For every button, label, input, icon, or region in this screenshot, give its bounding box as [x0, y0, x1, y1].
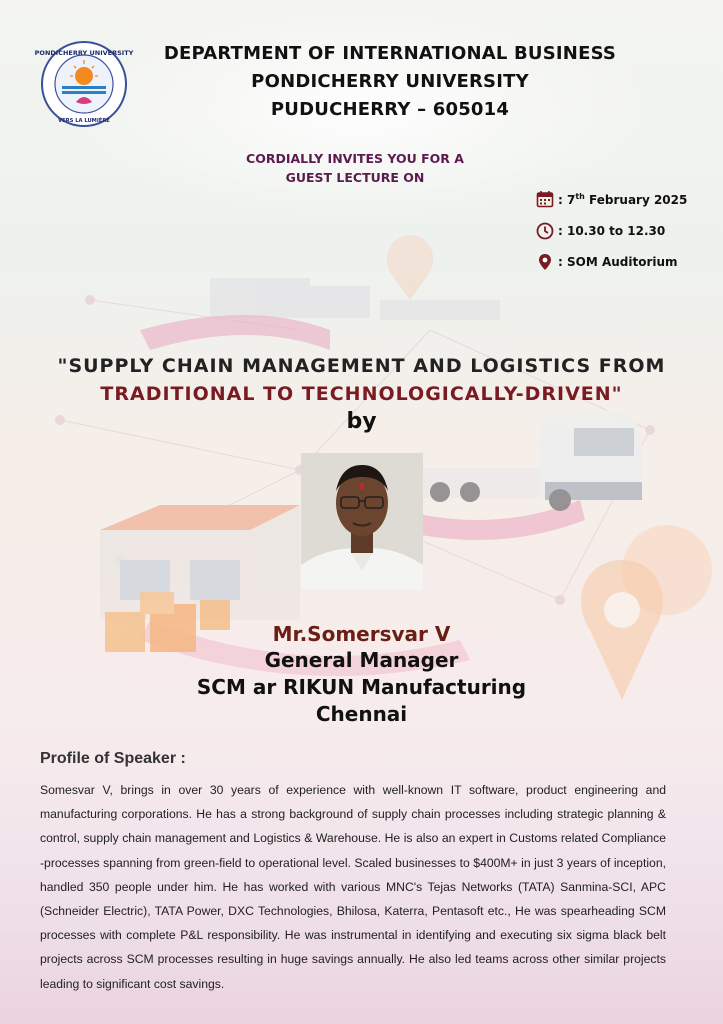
speaker-name: Mr.Somersvar V	[272, 622, 451, 646]
invite-line-1: CORDIALLY INVITES YOU FOR A	[246, 151, 464, 166]
event-time-row	[536, 222, 665, 240]
speaker-designation: General Manager	[264, 648, 459, 672]
event-time: : 10.30 to 12.30	[558, 224, 666, 238]
university-name: PONDICHERRY UNIVERSITY	[251, 71, 529, 92]
speaker-company: SCM ar RIKUN Manufacturing	[196, 675, 527, 699]
university-address: PUDUCHERRY – 605014	[270, 99, 510, 120]
invite-line-2: GUEST LECTURE ON	[285, 170, 425, 185]
speaker-photo	[301, 453, 423, 590]
calendar-icon	[536, 190, 554, 208]
lecture-title-line-2: TRADITIONAL TO TECHNOLOGICALLY-DRIVEN"	[100, 383, 623, 405]
speaker-city: Chennai	[315, 702, 408, 726]
event-date-row	[536, 190, 687, 208]
university-logo	[34, 40, 134, 128]
profile-text: Somesvar V, brings in over 30 years of experience with well-known IT software, product engineering and manufacturing corporations. He has a strong background of supply chain processes including strategic planning & control, supply chain management and Logistics & Warehouse. He is also an expert in Customs related Compliance -processes spanning from green-field to operational level. Scaled businesses to $400M+ in just 3 years of inception, handled 350 people under him. He has worked with various MNC's Tejas Networks (TATA) Sanmina-SCI, APC (Schneider Electric), TATA Power, DXC Technologies, Bhilosa, Katerra, Pentasoft etc., He was spearheading SCM processes with complete P&L responsibility. He was instrumental in identifying and executing six sigma black belt projects across SCM processes resulting in huge savings annually. He also led teams across other similar projects leading to significant cost savings.	[40, 783, 666, 991]
event-date: : 7th February 2025	[558, 191, 688, 207]
department-name: DEPARTMENT OF INTERNATIONAL BUSINESS	[163, 43, 617, 64]
location-pin-icon	[536, 253, 554, 271]
event-venue-row	[536, 253, 678, 271]
svg-text:PONDICHERRY UNIVERSITY: PONDICHERRY UNIVERSITY	[34, 49, 134, 57]
lecture-title-line-1: "SUPPLY CHAIN MANAGEMENT AND LOGISTICS FROM	[57, 355, 666, 377]
event-venue: : SOM Auditorium	[558, 255, 678, 269]
clock-icon	[536, 222, 554, 240]
svg-text:VERS LA LUMIÈRE: VERS LA LUMIÈRE	[58, 118, 110, 124]
profile-heading: Profile of Speaker :	[40, 750, 186, 767]
by-label: by	[346, 409, 377, 434]
